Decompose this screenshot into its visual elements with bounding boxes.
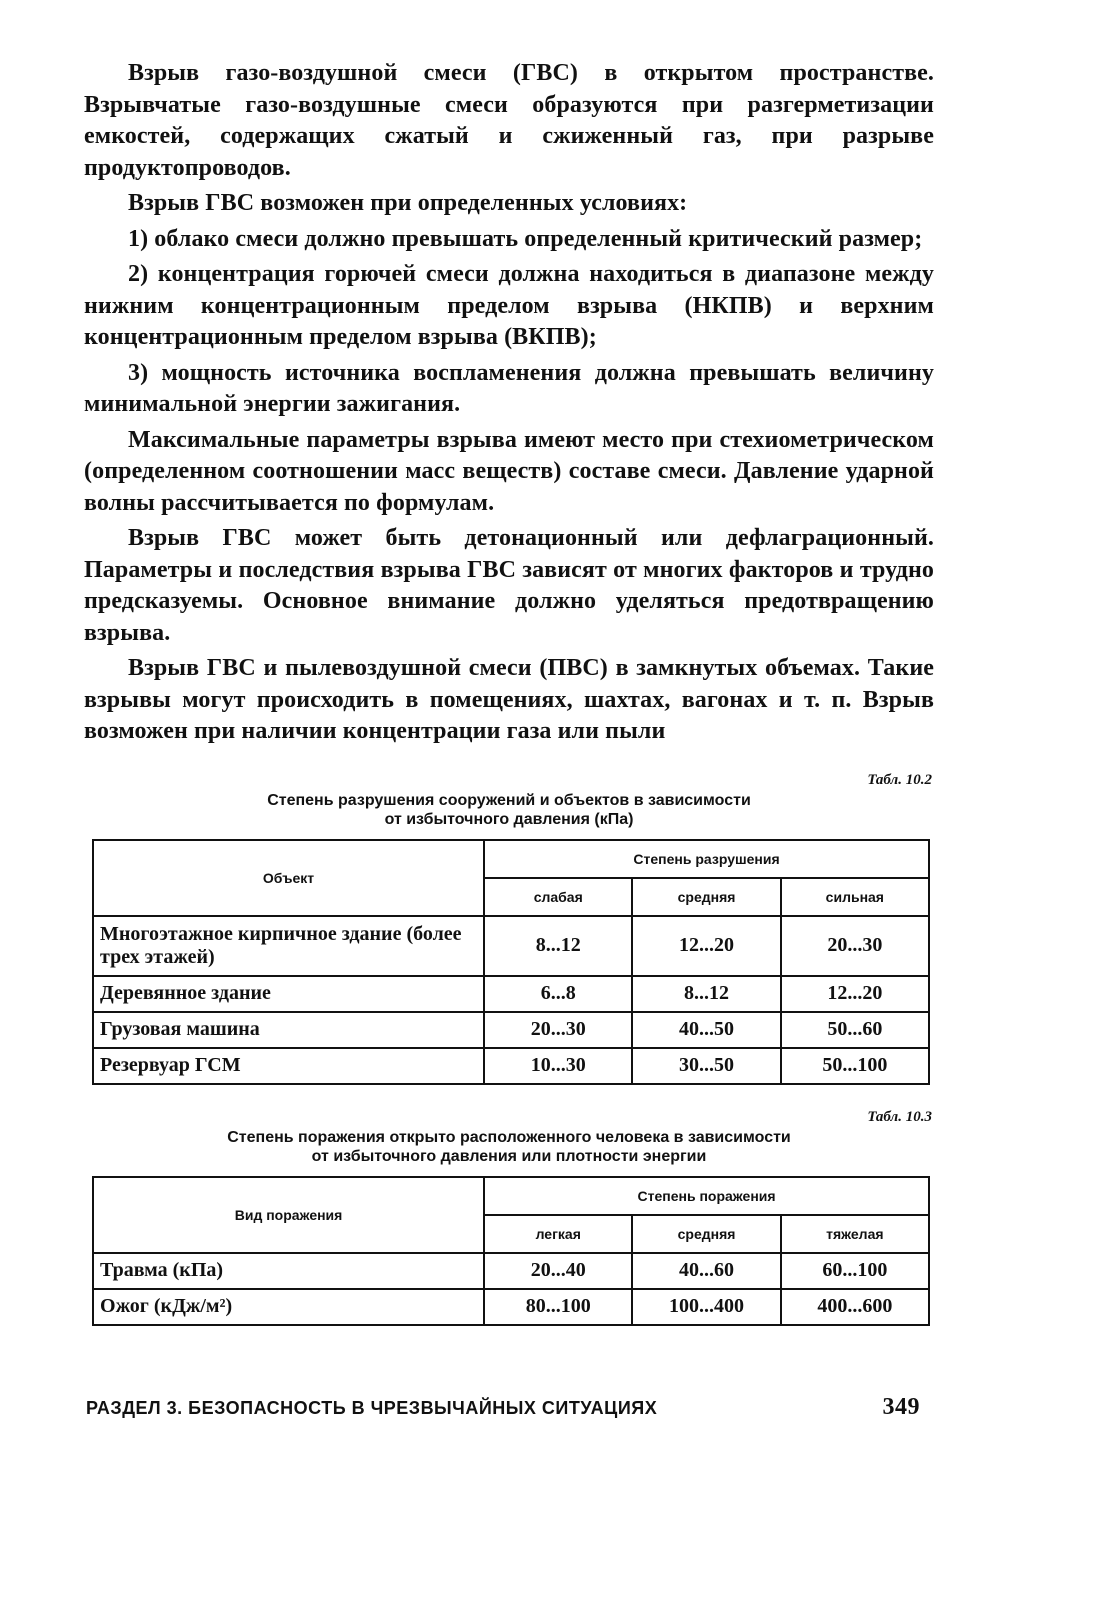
paragraph-8-body: Такие взрывы могут происходить в помещениях, шахтах, вагонах и т. п. Взрыв возможен при наличии концентрации газа или пыли — [84, 655, 934, 744]
table-row — [93, 976, 929, 1012]
table-2-head-object: Вид поражения — [93, 1177, 484, 1253]
row-label: Травма (кПа) — [93, 1253, 484, 1289]
row-value: 12...20 — [632, 916, 780, 976]
row-label: Резервуар ГСМ — [93, 1048, 484, 1084]
table-2-title-line-2: от избыточного давления или плотности энергии — [311, 1147, 707, 1165]
row-label: Многоэтажное кирпичное здание (более трех этажей) — [93, 916, 484, 976]
table-2-col-2: средняя — [632, 1215, 780, 1253]
table-2-col-1: легкая — [484, 1215, 632, 1253]
row-value: 30...50 — [632, 1048, 780, 1084]
row-label: Деревянное здание — [93, 976, 484, 1012]
row-value: 40...60 — [632, 1253, 780, 1289]
table-1-title — [84, 791, 934, 829]
table-row — [93, 1048, 929, 1084]
table-2-col-3: тяжелая — [781, 1215, 929, 1253]
row-value: 20...30 — [781, 916, 929, 976]
section-title: РАЗДЕЛ 3. БЕЗОПАСНОСТЬ В ЧРЕЗВЫЧАЙНЫХ СИТУАЦИЯХ — [86, 1398, 658, 1418]
row-value: 60...100 — [781, 1253, 929, 1289]
row-value: 10...30 — [484, 1048, 632, 1084]
table-row — [93, 1253, 929, 1289]
table-row — [93, 1289, 929, 1325]
table-1-number: Табл. 10.2 — [867, 771, 932, 788]
row-label: Ожог (кДж/м²) — [93, 1289, 484, 1325]
row-value: 100...400 — [632, 1289, 780, 1325]
row-value: 40...50 — [632, 1012, 780, 1048]
table-1-col-3: сильная — [781, 878, 929, 916]
row-value: 20...30 — [484, 1012, 632, 1048]
table-1-col-2: средняя — [632, 878, 780, 916]
paragraph-8-lead: Взрыв ГВС и пылевоздушной смеси (ПВС) в замкнутых объемах. — [128, 655, 861, 681]
paragraph-6: Максимальные параметры взрыва имеют место при стехиометрическом (определенном соотношении масс веществ) составе смеси. Давление ударной волны рассчитывается по формулам. — [84, 426, 934, 516]
table-row — [93, 916, 929, 976]
row-value: 50...60 — [781, 1012, 929, 1048]
table-1-title-line-2: от избыточного давления (кПа) — [384, 810, 634, 828]
table-2-title — [84, 1128, 934, 1166]
row-label: Грузовая машина — [93, 1012, 484, 1048]
paragraph-3: 1) облако смеси должно превышать определенный критический размер; — [128, 225, 923, 252]
table-2-head-group: Степень поражения — [484, 1177, 929, 1215]
row-value: 20...40 — [484, 1253, 632, 1289]
paragraph-1-body: Взрывчатые газо-воздушные смеси образуются при разгерметизации емкостей, содержащих сжатый и сжиженный газ, при разрыве продуктопроводов. — [84, 91, 934, 181]
table-2-number: Табл. 10.3 — [867, 1108, 932, 1125]
table-1 — [92, 839, 930, 1085]
table-1-head-group: Степень разрушения — [484, 840, 929, 878]
page-footer — [86, 1394, 920, 1420]
paragraph-1 — [84, 58, 934, 184]
paragraph-4: 2) концентрация горючей смеси должна находиться в диапазоне между нижним концентрационным пределом взрыва (НКПВ) и верхним концентрационным пределом взрыва (ВКПВ); — [84, 261, 934, 350]
row-value: 80...100 — [484, 1289, 632, 1325]
row-value: 12...20 — [781, 976, 929, 1012]
row-value: 50...100 — [781, 1048, 929, 1084]
paragraph-5: 3) мощность источника воспламенения должна превышать величину минимальной энергии зажигания. — [84, 359, 934, 417]
table-1-col-1: слабая — [484, 878, 632, 916]
table-1-head-object: Объект — [93, 840, 484, 916]
paragraph-2: Взрыв ГВС возможен при определенных условиях: — [128, 190, 688, 216]
table-2 — [92, 1176, 930, 1326]
paragraph-8 — [84, 653, 934, 748]
row-value: 400...600 — [781, 1289, 929, 1325]
row-value: 6...8 — [484, 976, 632, 1012]
row-value: 8...12 — [484, 916, 632, 976]
table-1-title-line-1: Степень разрушения сооружений и объектов в зависимости — [267, 791, 751, 809]
page-number: 349 — [882, 1394, 920, 1420]
page-body — [84, 58, 934, 1326]
paragraph-1-lead: Взрыв газо-воздушной смеси (ГВС) в открытом пространстве. — [128, 60, 934, 86]
table-row — [93, 1012, 929, 1048]
paragraph-7: Взрыв ГВС может быть детонационный или дефлаграционный. Параметры и последствия взрыва ГВС зависят от многих факторов и трудно предсказуемы. Основное внимание должно уделяться предотвращению взрыва. — [84, 525, 934, 646]
table-2-title-line-1: Степень поражения открыто расположенного человека в зависимости — [227, 1128, 791, 1146]
row-value: 8...12 — [632, 976, 780, 1012]
